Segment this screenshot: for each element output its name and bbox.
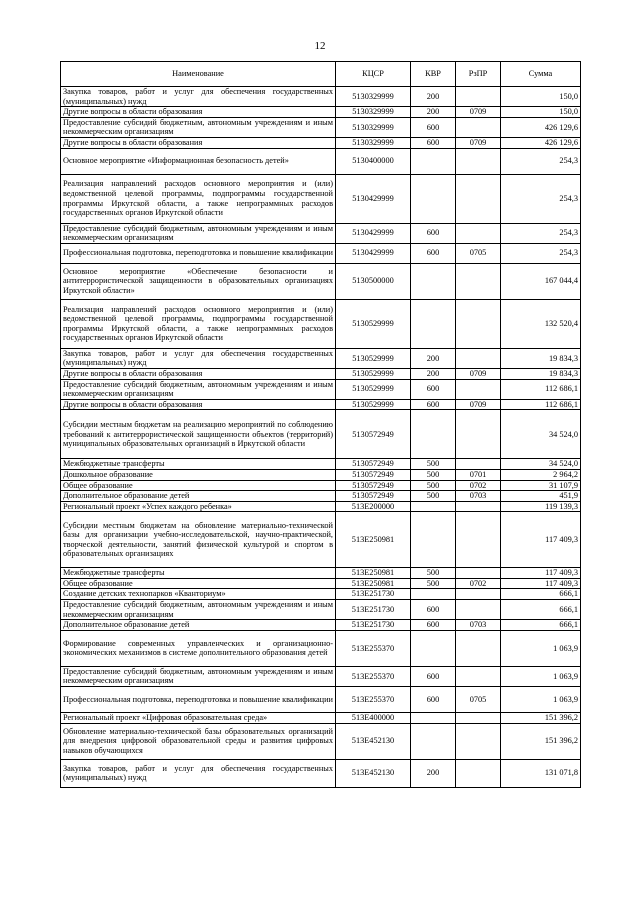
row-sum-cell: 119 139,3 xyxy=(501,501,581,512)
row-name-cell: Предоставление субсидий бюджетным, автономным учреждениям и иным некоммерческим организациям xyxy=(61,223,336,243)
row-name-cell: Закупка товаров, работ и услуг для обеспечения государственных (муниципальных) нужд xyxy=(61,759,336,787)
row-kvr-cell xyxy=(411,148,456,174)
row-sum-cell: 254,3 xyxy=(501,243,581,263)
row-rzpr-cell xyxy=(456,348,501,368)
row-sum-cell: 254,3 xyxy=(501,223,581,243)
row-kvr-cell: 600 xyxy=(411,223,456,243)
row-kvr-cell: 500 xyxy=(411,469,456,480)
table-row xyxy=(61,87,581,107)
row-kcsr-cell: 5130572949 xyxy=(336,480,411,491)
table-row xyxy=(61,368,581,379)
row-rzpr-cell xyxy=(456,148,501,174)
row-name-cell: Предоставление субсидий бюджетным, автономным учреждениям и иным некоммерческим организациям xyxy=(61,600,336,620)
row-rzpr-cell xyxy=(456,459,501,470)
table-row xyxy=(61,589,581,600)
row-rzpr-cell xyxy=(456,723,501,759)
row-kvr-cell xyxy=(411,299,456,348)
table-row xyxy=(61,512,581,568)
row-kcsr-cell: 5130429999 xyxy=(336,243,411,263)
row-sum-cell: 19 834,3 xyxy=(501,348,581,368)
row-sum-cell: 34 524,0 xyxy=(501,459,581,470)
column-header-rzpr: РзПР xyxy=(456,62,501,87)
row-kvr-cell: 600 xyxy=(411,117,456,137)
row-kcsr-cell: 513E255370 xyxy=(336,666,411,686)
row-name-cell: Профессиональная подготовка, переподготовка и повышение квалификации xyxy=(61,687,336,713)
row-rzpr-cell xyxy=(456,263,501,299)
row-sum-cell: 254,3 xyxy=(501,148,581,174)
row-name-cell: Закупка товаров, работ и услуг для обеспечения государственных (муниципальных) нужд xyxy=(61,348,336,368)
row-kvr-cell xyxy=(411,174,456,223)
row-name-cell: Межбюджетные трансферты xyxy=(61,459,336,470)
row-kcsr-cell: 5130572949 xyxy=(336,469,411,480)
row-rzpr-cell: 0702 xyxy=(456,480,501,491)
row-rzpr-cell xyxy=(456,379,501,399)
row-kcsr-cell: 5130529999 xyxy=(336,399,411,410)
table-body xyxy=(61,87,581,788)
row-kvr-cell: 600 xyxy=(411,600,456,620)
row-kvr-cell: 500 xyxy=(411,480,456,491)
row-kvr-cell: 600 xyxy=(411,399,456,410)
row-kcsr-cell: 513E452130 xyxy=(336,723,411,759)
table-row xyxy=(61,713,581,724)
row-kvr-cell: 200 xyxy=(411,107,456,118)
row-kcsr-cell: 513E251730 xyxy=(336,600,411,620)
row-sum-cell: 666,1 xyxy=(501,620,581,631)
row-kvr-cell: 600 xyxy=(411,137,456,148)
table-row xyxy=(61,469,581,480)
table-row xyxy=(61,410,581,459)
row-name-cell: Общее образование xyxy=(61,480,336,491)
row-rzpr-cell xyxy=(456,512,501,568)
row-sum-cell: 131 071,8 xyxy=(501,759,581,787)
row-kcsr-cell: 5130329999 xyxy=(336,87,411,107)
row-name-cell: Дополнительное образование детей xyxy=(61,620,336,631)
row-sum-cell: 167 044,4 xyxy=(501,263,581,299)
row-kcsr-cell: 513E452130 xyxy=(336,759,411,787)
row-name-cell: Предоставление субсидий бюджетным, автономным учреждениям и иным некоммерческим организациям xyxy=(61,117,336,137)
row-name-cell: Предоставление субсидий бюджетным, автономным учреждениям и иным некоммерческим организациям xyxy=(61,379,336,399)
row-kcsr-cell: 5130429999 xyxy=(336,174,411,223)
row-kcsr-cell: 513E255370 xyxy=(336,687,411,713)
row-rzpr-cell: 0703 xyxy=(456,620,501,631)
row-kcsr-cell: 513E251730 xyxy=(336,620,411,631)
row-kcsr-cell: 513E251730 xyxy=(336,589,411,600)
row-sum-cell: 254,3 xyxy=(501,174,581,223)
row-kvr-cell: 200 xyxy=(411,348,456,368)
row-kvr-cell: 600 xyxy=(411,379,456,399)
table-row xyxy=(61,723,581,759)
row-kcsr-cell: 5130400000 xyxy=(336,148,411,174)
row-kcsr-cell: 5130529999 xyxy=(336,348,411,368)
row-rzpr-cell xyxy=(456,299,501,348)
row-kvr-cell: 500 xyxy=(411,491,456,502)
row-rzpr-cell: 0705 xyxy=(456,243,501,263)
row-sum-cell: 112 686,1 xyxy=(501,399,581,410)
row-name-cell: Общее образование xyxy=(61,578,336,589)
table-row xyxy=(61,263,581,299)
row-sum-cell: 31 107,9 xyxy=(501,480,581,491)
table-row xyxy=(61,759,581,787)
row-kvr-cell xyxy=(411,410,456,459)
row-rzpr-cell xyxy=(456,410,501,459)
row-rzpr-cell: 0709 xyxy=(456,399,501,410)
column-header-sum: Сумма xyxy=(501,62,581,87)
table-row xyxy=(61,148,581,174)
table-row xyxy=(61,501,581,512)
row-sum-cell: 112 686,1 xyxy=(501,379,581,399)
row-rzpr-cell xyxy=(456,568,501,579)
row-kvr-cell: 200 xyxy=(411,368,456,379)
row-kvr-cell: 600 xyxy=(411,243,456,263)
table-row xyxy=(61,666,581,686)
row-sum-cell: 2 964,2 xyxy=(501,469,581,480)
table-row xyxy=(61,348,581,368)
row-rzpr-cell xyxy=(456,759,501,787)
row-sum-cell: 19 834,3 xyxy=(501,368,581,379)
row-rzpr-cell xyxy=(456,501,501,512)
row-name-cell: Основное мероприятие «Обеспечение безопасности и антитеррористической защищенности в образовательных организациях Иркутской области» xyxy=(61,263,336,299)
row-sum-cell: 666,1 xyxy=(501,600,581,620)
row-kcsr-cell: 5130500000 xyxy=(336,263,411,299)
row-name-cell: Другие вопросы в области образования xyxy=(61,137,336,148)
row-rzpr-cell xyxy=(456,600,501,620)
row-kvr-cell xyxy=(411,713,456,724)
row-rzpr-cell: 0702 xyxy=(456,578,501,589)
row-kcsr-cell: 5130572949 xyxy=(336,459,411,470)
row-name-cell: Обновление материально-технической базы образовательных организаций для внедрения цифровой образовательной среды и развития цифровых навыков обучающихся xyxy=(61,723,336,759)
table-row xyxy=(61,600,581,620)
row-name-cell: Дошкольное образование xyxy=(61,469,336,480)
row-name-cell: Другие вопросы в области образования xyxy=(61,399,336,410)
row-kcsr-cell: 513E250981 xyxy=(336,568,411,579)
row-kcsr-cell: 5130572949 xyxy=(336,491,411,502)
row-kcsr-cell: 5130529999 xyxy=(336,299,411,348)
row-name-cell: Предоставление субсидий бюджетным, автономным учреждениям и иным некоммерческим организациям xyxy=(61,666,336,686)
row-kvr-cell: 200 xyxy=(411,87,456,107)
table-row xyxy=(61,174,581,223)
table-row xyxy=(61,399,581,410)
table-row xyxy=(61,620,581,631)
row-rzpr-cell xyxy=(456,589,501,600)
row-kcsr-cell: 513E400000 xyxy=(336,713,411,724)
table-row xyxy=(61,480,581,491)
table-row xyxy=(61,223,581,243)
row-rzpr-cell: 0703 xyxy=(456,491,501,502)
row-rzpr-cell xyxy=(456,223,501,243)
row-kcsr-cell: 5130329999 xyxy=(336,107,411,118)
row-kvr-cell xyxy=(411,630,456,666)
row-sum-cell: 34 524,0 xyxy=(501,410,581,459)
row-name-cell: Субсидии местным бюджетам на реализацию мероприятий по соблюдению требований к антитеррористической защищенности объектов (территорий) муниципальных образовательных организаций в Иркутской области xyxy=(61,410,336,459)
table-row xyxy=(61,630,581,666)
row-name-cell: Создание детских технопарков «Кванториум» xyxy=(61,589,336,600)
row-kvr-cell xyxy=(411,723,456,759)
row-sum-cell: 1 063,9 xyxy=(501,666,581,686)
table-row xyxy=(61,578,581,589)
row-sum-cell: 132 520,4 xyxy=(501,299,581,348)
row-kvr-cell: 500 xyxy=(411,578,456,589)
row-kcsr-cell: 5130529999 xyxy=(336,379,411,399)
row-name-cell: Региональный проект «Успех каждого ребенка» xyxy=(61,501,336,512)
row-kvr-cell xyxy=(411,589,456,600)
row-sum-cell: 117 409,3 xyxy=(501,578,581,589)
row-name-cell: Дополнительное образование детей xyxy=(61,491,336,502)
table-row xyxy=(61,243,581,263)
column-header-kvr: КВР xyxy=(411,62,456,87)
row-kvr-cell: 600 xyxy=(411,687,456,713)
row-rzpr-cell xyxy=(456,666,501,686)
row-sum-cell: 151 396,2 xyxy=(501,713,581,724)
row-kvr-cell: 200 xyxy=(411,759,456,787)
row-sum-cell: 117 409,3 xyxy=(501,568,581,579)
table-header-row xyxy=(61,62,581,87)
row-name-cell: Реализация направлений расходов основного мероприятия и (или) ведомственной целевой программы, подпрограммы государственной программы Иркутской области, а также непрограммных расходов государственных органов Иркутской области xyxy=(61,174,336,223)
row-sum-cell: 666,1 xyxy=(501,589,581,600)
table-row xyxy=(61,568,581,579)
table-row xyxy=(61,107,581,118)
table-row xyxy=(61,137,581,148)
row-name-cell: Другие вопросы в области образования xyxy=(61,368,336,379)
row-rzpr-cell: 0709 xyxy=(456,368,501,379)
row-rzpr-cell xyxy=(456,117,501,137)
budget-table xyxy=(60,61,581,788)
row-name-cell: Субсидии местным бюджетам на обновление материально-технической базы для организации учебно-исследовательской, научно-практической, творческой деятельности, занятий физической культурой и спортом в образовательных организациях xyxy=(61,512,336,568)
row-sum-cell: 150,0 xyxy=(501,107,581,118)
row-kcsr-cell: 5130429999 xyxy=(336,223,411,243)
row-name-cell: Реализация направлений расходов основного мероприятия и (или) ведомственной целевой программы, подпрограммы государственной программы Иркутской области, а также непрограммных расходов государственных органов Иркутской области xyxy=(61,299,336,348)
row-sum-cell: 1 063,9 xyxy=(501,687,581,713)
row-kcsr-cell: 5130329999 xyxy=(336,117,411,137)
column-header-kcsr: КЦСР xyxy=(336,62,411,87)
row-sum-cell: 150,0 xyxy=(501,87,581,107)
column-header-name: Наименование xyxy=(61,62,336,87)
table-row xyxy=(61,117,581,137)
row-rzpr-cell: 0709 xyxy=(456,107,501,118)
row-kvr-cell: 600 xyxy=(411,666,456,686)
row-kcsr-cell: 5130529999 xyxy=(336,368,411,379)
row-kvr-cell xyxy=(411,501,456,512)
row-name-cell: Основное мероприятие «Информационная безопасность детей» xyxy=(61,148,336,174)
row-rzpr-cell: 0705 xyxy=(456,687,501,713)
table-row xyxy=(61,379,581,399)
row-kvr-cell xyxy=(411,512,456,568)
table-row xyxy=(61,491,581,502)
row-rzpr-cell xyxy=(456,713,501,724)
row-name-cell: Формирование современных управленческих и организационно-экономических механизмов в системе дополнительного образования детей xyxy=(61,630,336,666)
row-kcsr-cell: 5130572949 xyxy=(336,410,411,459)
row-rzpr-cell xyxy=(456,87,501,107)
row-rzpr-cell xyxy=(456,630,501,666)
row-name-cell: Региональный проект «Цифровая образовательная среда» xyxy=(61,713,336,724)
table-row xyxy=(61,687,581,713)
row-sum-cell: 426 129,6 xyxy=(501,117,581,137)
row-kcsr-cell: 513E200000 xyxy=(336,501,411,512)
table-row xyxy=(61,299,581,348)
row-kvr-cell xyxy=(411,263,456,299)
row-name-cell: Закупка товаров, работ и услуг для обеспечения государственных (муниципальных) нужд xyxy=(61,87,336,107)
row-kvr-cell: 500 xyxy=(411,568,456,579)
row-sum-cell: 117 409,3 xyxy=(501,512,581,568)
row-sum-cell: 426 129,6 xyxy=(501,137,581,148)
row-rzpr-cell: 0701 xyxy=(456,469,501,480)
row-kcsr-cell: 513E250981 xyxy=(336,512,411,568)
row-sum-cell: 151 396,2 xyxy=(501,723,581,759)
row-name-cell: Профессиональная подготовка, переподготовка и повышение квалификации xyxy=(61,243,336,263)
row-sum-cell: 451,9 xyxy=(501,491,581,502)
row-kcsr-cell: 513E250981 xyxy=(336,578,411,589)
row-rzpr-cell xyxy=(456,174,501,223)
row-kcsr-cell: 5130329999 xyxy=(336,137,411,148)
row-name-cell: Другие вопросы в области образования xyxy=(61,107,336,118)
row-rzpr-cell: 0709 xyxy=(456,137,501,148)
page-number: 12 xyxy=(314,40,326,52)
table-row xyxy=(61,459,581,470)
row-sum-cell: 1 063,9 xyxy=(501,630,581,666)
row-name-cell: Межбюджетные трансферты xyxy=(61,568,336,579)
row-kvr-cell: 600 xyxy=(411,620,456,631)
row-kcsr-cell: 513E255370 xyxy=(336,630,411,666)
row-kvr-cell: 500 xyxy=(411,459,456,470)
